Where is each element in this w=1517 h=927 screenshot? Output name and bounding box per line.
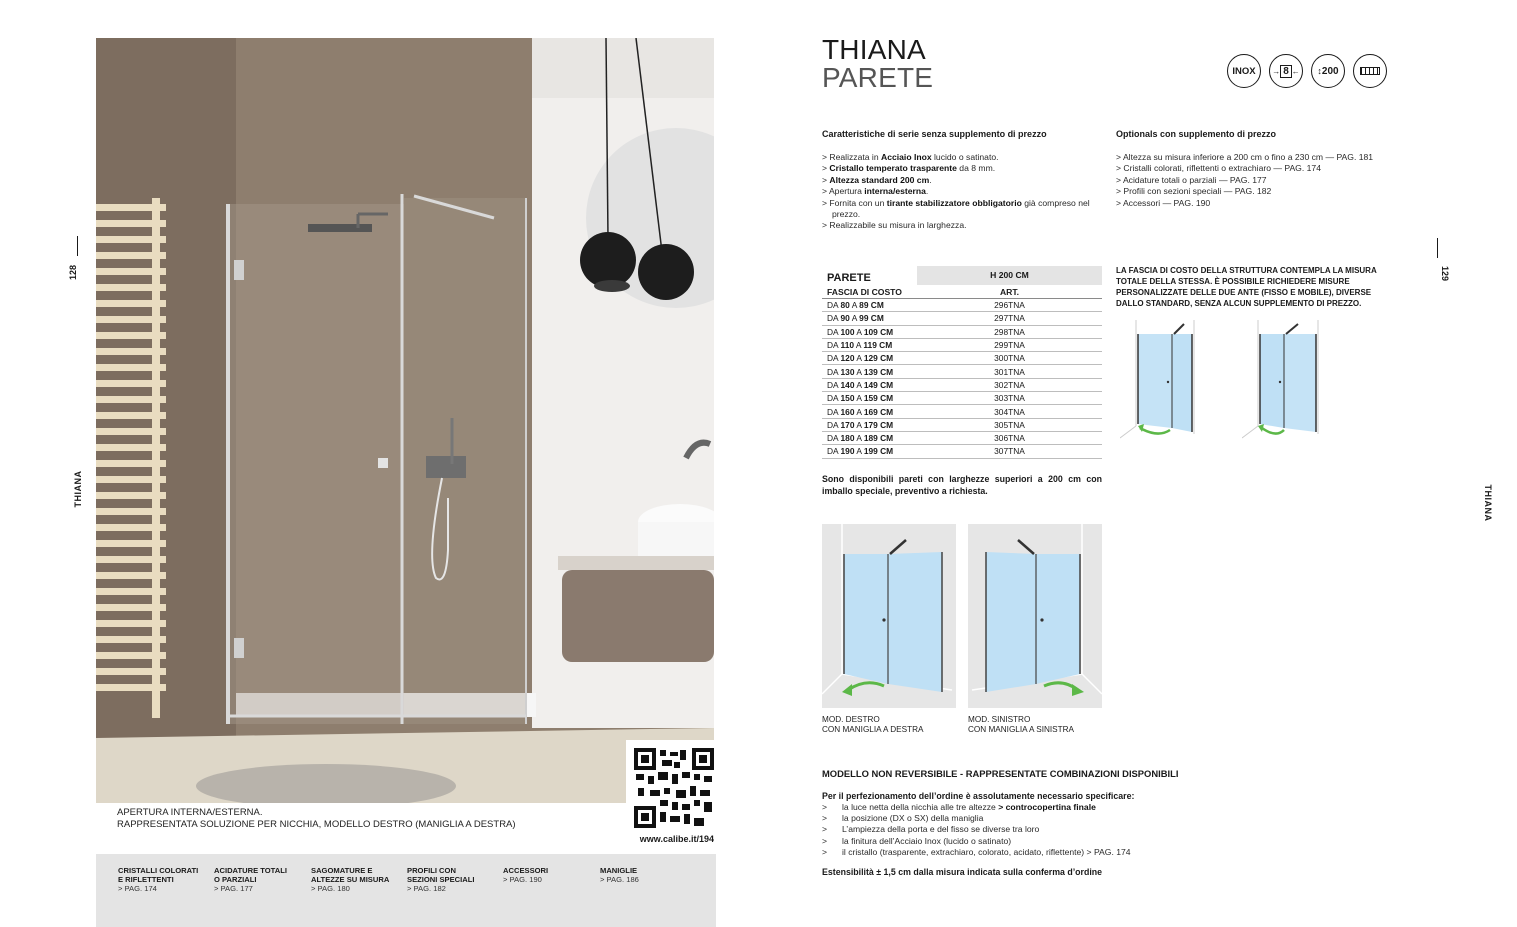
caption-line: RAPPRESENTATA SOLUZIONE PER NICCHIA, MODELLO DESTRO (MANIGLIA A DESTRA) bbox=[117, 818, 516, 830]
list-item: > Realizzata in Acciaio Inox lucido o satinato. bbox=[822, 152, 999, 162]
item-text: la finitura dell’Acciaio Inox (lucido o satinato) bbox=[842, 835, 1012, 846]
product-title: THIANA bbox=[822, 34, 926, 65]
option-shaping bbox=[311, 866, 403, 894]
cost-band-cell bbox=[822, 380, 917, 390]
article-code-cell: 307TNA bbox=[994, 446, 1025, 457]
list-item: > Acidature totali o parziali — PAG. 177 bbox=[1116, 174, 1267, 185]
item-text: Realizzabile su misura in larghezza. bbox=[829, 220, 967, 231]
range-to: 99 CM bbox=[859, 313, 884, 324]
range-prefix: DA bbox=[827, 379, 841, 390]
col2-label: ART. bbox=[999, 286, 1020, 297]
option-title: CRISTALLI COLORATI bbox=[118, 866, 199, 875]
article-code-cell: 306TNA bbox=[994, 433, 1025, 444]
list-item bbox=[822, 847, 1131, 858]
range-mid: A bbox=[854, 353, 864, 364]
side-label-left: THIANA bbox=[73, 470, 83, 508]
label-line: CON MANIGLIA A DESTRA bbox=[822, 725, 924, 734]
item-text: . bbox=[925, 186, 929, 197]
article-code-cell: 305TNA bbox=[994, 419, 1025, 430]
page-number-left: 128 bbox=[68, 264, 78, 280]
range-to: 189 CM bbox=[863, 433, 894, 444]
col1-label: FASCIA DI COSTO bbox=[827, 286, 902, 297]
qr-url[interactable]: www.calibe.it/194 bbox=[639, 834, 714, 844]
range-from: 170 bbox=[840, 419, 855, 430]
height-icon bbox=[1311, 54, 1345, 88]
item-text: la posizione (DX o SX) della maniglia bbox=[842, 813, 984, 824]
model-right-diagram bbox=[822, 524, 956, 708]
range-prefix: DA bbox=[827, 419, 841, 430]
option-accessories bbox=[503, 866, 595, 884]
table-row bbox=[822, 299, 1102, 312]
cost-band-cell bbox=[822, 446, 917, 456]
small-diagram-right bbox=[1120, 320, 1200, 440]
item-text: Accessori — PAG. 190 bbox=[1122, 197, 1211, 208]
table-note: Sono disponibili pareti con larghezze superiori a 200 cm con imballo speciale, preventivo a richiesta. bbox=[822, 474, 1102, 496]
side-label-right: THIANA bbox=[1483, 484, 1493, 522]
option-title: ACIDATURE TOTALI bbox=[214, 866, 287, 875]
table-row bbox=[822, 405, 1102, 418]
article-code-cell: 303TNA bbox=[994, 393, 1025, 404]
optionals-heading: Optionals con supplemento di prezzo bbox=[1116, 129, 1277, 139]
article-code-cell: 297TNA bbox=[994, 313, 1025, 324]
shower-wall-diagram bbox=[1120, 320, 1200, 440]
range-to: 149 CM bbox=[863, 379, 894, 390]
feature-icons bbox=[1227, 54, 1387, 88]
range-from: 90 bbox=[840, 313, 850, 324]
icon-label: INOX bbox=[1232, 65, 1256, 77]
bullet: > bbox=[822, 835, 828, 846]
item-text: L’ampiezza della porta e del fisso se diverse tra loro bbox=[842, 824, 1040, 835]
range-from: 130 bbox=[840, 366, 855, 377]
model-right-illustration bbox=[822, 524, 956, 708]
extensibility-note: Estensibilità ± 1,5 cm dalla misura indicata sulla conferma d’ordine bbox=[822, 867, 1103, 877]
range-prefix: DA bbox=[827, 433, 841, 444]
range-to: 89 CM bbox=[859, 300, 884, 311]
table-row bbox=[822, 419, 1102, 432]
item-bold: tirante stabilizzatore obbligatorio bbox=[886, 197, 1022, 208]
glass-thickness-icon bbox=[1269, 54, 1303, 88]
range-from: 140 bbox=[840, 379, 855, 390]
item-text: Fornita con un bbox=[829, 197, 887, 208]
range-mid: A bbox=[854, 446, 864, 457]
cost-band-cell bbox=[822, 433, 917, 443]
bullet: > bbox=[822, 813, 828, 824]
icon-label: 8 bbox=[1280, 65, 1292, 78]
item-bold: > controcopertina finale bbox=[998, 802, 1096, 812]
range-mid: A bbox=[854, 326, 864, 337]
option-page: > PAG. 182 bbox=[407, 884, 446, 894]
article-code-cell: 299TNA bbox=[994, 340, 1025, 351]
range-mid: A bbox=[854, 340, 864, 351]
option-title: ALTEZZE SU MISURA bbox=[311, 875, 390, 885]
shower-scene-illustration bbox=[96, 38, 714, 803]
item-bold: Altezza standard 200 cm bbox=[829, 174, 930, 185]
range-to: 159 CM bbox=[863, 393, 894, 404]
inox-icon bbox=[1227, 54, 1261, 88]
item-text: Altezza su misura inferiore a 200 cm o fino a 230 cm — PAG. 181 bbox=[1122, 152, 1374, 162]
item-bold: Acciaio Inox bbox=[881, 152, 932, 162]
model-left-diagram bbox=[968, 524, 1102, 708]
cost-band-cell bbox=[822, 327, 917, 337]
option-title: SAGOMATURE E bbox=[311, 866, 373, 875]
bullet: > bbox=[822, 802, 828, 812]
item-text: da 8 mm. bbox=[956, 163, 996, 174]
option-page: > PAG. 174 bbox=[118, 884, 157, 894]
range-from: 190 bbox=[840, 446, 855, 457]
article-code-cell: 304TNA bbox=[994, 406, 1025, 417]
range-prefix: DA bbox=[827, 353, 841, 364]
range-mid: A bbox=[854, 419, 864, 430]
cost-band-cell bbox=[822, 300, 917, 310]
model-left-illustration bbox=[968, 524, 1102, 708]
caption-line: APERTURA INTERNA/ESTERNA. bbox=[117, 807, 263, 818]
standard-features-list bbox=[822, 152, 1102, 232]
list-item: > Cristallo temperato trasparente da 8 mm. bbox=[822, 163, 996, 174]
cost-band-cell bbox=[822, 340, 917, 350]
column-header: H 200 CM bbox=[917, 266, 1102, 285]
table-title: PARETE bbox=[827, 272, 871, 284]
range-to: 139 CM bbox=[863, 366, 894, 377]
item-text: Apertura bbox=[828, 186, 865, 197]
table-row bbox=[822, 445, 1102, 458]
list-item: > Realizzabile su misura in larghezza. bbox=[822, 220, 967, 231]
table-row bbox=[822, 379, 1102, 392]
item-text: la luce netta della nicchia alle tre altezze bbox=[842, 802, 999, 812]
list-item: > Altezza standard 200 cm. bbox=[822, 174, 932, 185]
range-to: 129 CM bbox=[863, 353, 894, 364]
range-mid: A bbox=[849, 313, 860, 324]
table-body bbox=[822, 299, 1102, 459]
article-code-cell: 298TNA bbox=[994, 326, 1025, 337]
item-text: Realizzata in bbox=[829, 152, 881, 162]
range-to: 179 CM bbox=[863, 419, 894, 430]
range-from: 150 bbox=[840, 393, 855, 404]
article-code-cell: 300TNA bbox=[994, 353, 1025, 364]
shower-wall-diagram bbox=[1242, 320, 1324, 440]
range-from: 180 bbox=[840, 433, 855, 444]
item-text: il cristallo (trasparente, extrachiaro, colorato, acidato, riflettente) > PAG. 174 bbox=[842, 846, 1131, 857]
page-number-right: 129 bbox=[1440, 266, 1450, 282]
table-row bbox=[822, 352, 1102, 365]
list-item bbox=[822, 824, 1131, 835]
list-item: > Cristalli colorati, riflettenti o extrachiaro — PAG. 174 bbox=[1116, 163, 1321, 174]
table-row bbox=[822, 365, 1102, 378]
range-prefix: DA bbox=[827, 393, 841, 404]
price-table bbox=[822, 266, 1102, 459]
option-etching bbox=[214, 866, 306, 894]
list-item: > Fornita con un tirante stabilizzatore obbligatorio già compreso nel prezzo. bbox=[822, 197, 1090, 220]
item-bold: interna/esterna bbox=[864, 186, 926, 197]
option-title: ACCESSORI bbox=[503, 866, 549, 875]
table-header bbox=[822, 266, 1102, 285]
cost-band-cell bbox=[822, 393, 917, 403]
icon-label: 200 bbox=[1321, 65, 1339, 77]
range-from: 100 bbox=[840, 326, 855, 337]
list-item: > Accessori — PAG. 190 bbox=[1116, 197, 1211, 208]
list-item: > Profili con sezioni speciali — PAG. 182 bbox=[1116, 186, 1272, 197]
table-row bbox=[822, 312, 1102, 325]
list-item bbox=[822, 813, 1131, 824]
range-mid: A bbox=[854, 433, 864, 444]
cost-band-cell bbox=[822, 367, 917, 377]
table-row bbox=[822, 392, 1102, 405]
range-mid: A bbox=[854, 393, 864, 404]
range-to: 119 CM bbox=[863, 340, 893, 351]
range-mid: A bbox=[854, 406, 864, 417]
model-left-label bbox=[968, 715, 1074, 735]
measure-icon bbox=[1353, 54, 1387, 88]
model-right-label bbox=[822, 715, 923, 735]
ruler-icon bbox=[1360, 67, 1380, 75]
article-code-cell: 296TNA bbox=[994, 300, 1025, 311]
page-rule-left bbox=[77, 236, 78, 256]
cost-band-cell bbox=[822, 407, 917, 417]
range-mid: A bbox=[854, 366, 864, 377]
range-mid: A bbox=[854, 379, 864, 390]
table-row bbox=[822, 339, 1102, 352]
option-colored-glass bbox=[118, 866, 210, 894]
range-from: 80 bbox=[840, 300, 850, 311]
small-diagram-left bbox=[1242, 320, 1324, 440]
item-text: . bbox=[929, 174, 932, 185]
item-text: Profili con sezioni speciali — PAG. 182 bbox=[1123, 186, 1272, 197]
option-profiles bbox=[407, 866, 499, 894]
range-prefix: DA bbox=[827, 406, 841, 417]
options-band bbox=[96, 854, 716, 927]
non-reversible-note: MODELLO NON REVERSIBILE - RAPPRESENTATE COMBINAZIONI DISPONIBILI bbox=[822, 768, 1179, 779]
table-row bbox=[822, 432, 1102, 445]
option-page: > PAG. 190 bbox=[503, 875, 542, 885]
option-handles bbox=[600, 866, 692, 884]
option-title: MANIGLIE bbox=[600, 866, 638, 875]
range-mid: A bbox=[849, 300, 860, 311]
bullet: > bbox=[822, 846, 828, 857]
option-title: PROFILI CON bbox=[407, 866, 456, 875]
option-page: > PAG. 177 bbox=[214, 884, 253, 894]
item-text: già compreso nel prezzo. bbox=[832, 197, 1090, 220]
label-line: MOD. DESTRO bbox=[822, 715, 880, 724]
label-line: CON MANIGLIA A SINISTRA bbox=[968, 725, 1075, 734]
option-page: > PAG. 180 bbox=[311, 884, 350, 894]
range-prefix: DA bbox=[827, 326, 841, 337]
option-title: E RIFLETTENTI bbox=[118, 875, 174, 885]
item-text: Acidature totali o parziali — PAG. 177 bbox=[1122, 174, 1267, 185]
range-prefix: DA bbox=[827, 313, 841, 324]
photo-caption bbox=[117, 807, 516, 830]
item-text: Cristalli colorati, riflettenti o extrachiaro — PAG. 174 bbox=[1123, 163, 1321, 174]
product-photo bbox=[96, 38, 714, 803]
arrow-up-icon: ↕ bbox=[1317, 66, 1322, 76]
range-prefix: DA bbox=[827, 446, 841, 457]
optionals-list bbox=[1116, 152, 1406, 209]
list-item bbox=[822, 802, 1131, 813]
item-text: lucido o satinato. bbox=[931, 152, 999, 162]
option-title: SEZIONI SPECIALI bbox=[407, 875, 475, 885]
range-from: 160 bbox=[840, 406, 855, 417]
range-prefix: DA bbox=[827, 340, 841, 351]
order-heading: Per il perfezionamento dell’ordine è assolutamente necessario specificare: bbox=[822, 791, 1135, 801]
bullet: > bbox=[822, 824, 828, 835]
range-prefix: DA bbox=[827, 300, 841, 311]
list-item: > Apertura interna/esterna. bbox=[822, 186, 929, 197]
product-subtitle: PARETE bbox=[822, 62, 934, 93]
cost-band-cell bbox=[822, 313, 917, 323]
arrow-right-icon: → bbox=[1272, 66, 1281, 76]
article-code-cell: 302TNA bbox=[994, 379, 1025, 390]
page-rule-right bbox=[1437, 238, 1438, 258]
range-prefix: DA bbox=[827, 366, 841, 377]
range-from: 120 bbox=[840, 353, 855, 364]
list-item bbox=[822, 836, 1131, 847]
range-from: 110 bbox=[840, 340, 855, 351]
cost-band-cell bbox=[822, 353, 917, 363]
range-to: 109 CM bbox=[863, 326, 894, 337]
qr-code-icon bbox=[634, 748, 714, 828]
label-line: MOD. SINISTRO bbox=[968, 715, 1031, 724]
option-page: > PAG. 186 bbox=[600, 875, 639, 885]
table-subheader bbox=[822, 285, 1102, 299]
range-to: 169 CM bbox=[863, 406, 894, 417]
standard-features-heading: Caratteristiche di serie senza supplemento di prezzo bbox=[822, 129, 1047, 139]
option-title: O PARZIALI bbox=[214, 875, 257, 885]
item-bold: Cristallo temperato trasparente bbox=[829, 163, 957, 174]
list-item: > Altezza su misura inferiore a 200 cm o fino a 230 cm — PAG. 181 bbox=[1116, 152, 1374, 162]
range-to: 199 CM bbox=[863, 446, 894, 457]
table-row bbox=[822, 326, 1102, 339]
arrow-left-icon: ← bbox=[1291, 66, 1300, 76]
article-code-cell: 301TNA bbox=[994, 366, 1025, 377]
cost-band-note: LA FASCIA DI COSTO DELLA STRUTTURA CONTEMPLA LA MISURA TOTALE DELLA STESSA. È POSSIBILE RICHIEDERE MISURE PERSONALIZZATE DELLE DUE ANTE (FISSO E MOBILE), DIVERSE DALLO STANDARD, SENZA ALCUN SUPPLEMENTO DI PREZZO. bbox=[1116, 266, 1377, 308]
cost-band-cell bbox=[822, 420, 917, 430]
order-list bbox=[822, 802, 1131, 858]
